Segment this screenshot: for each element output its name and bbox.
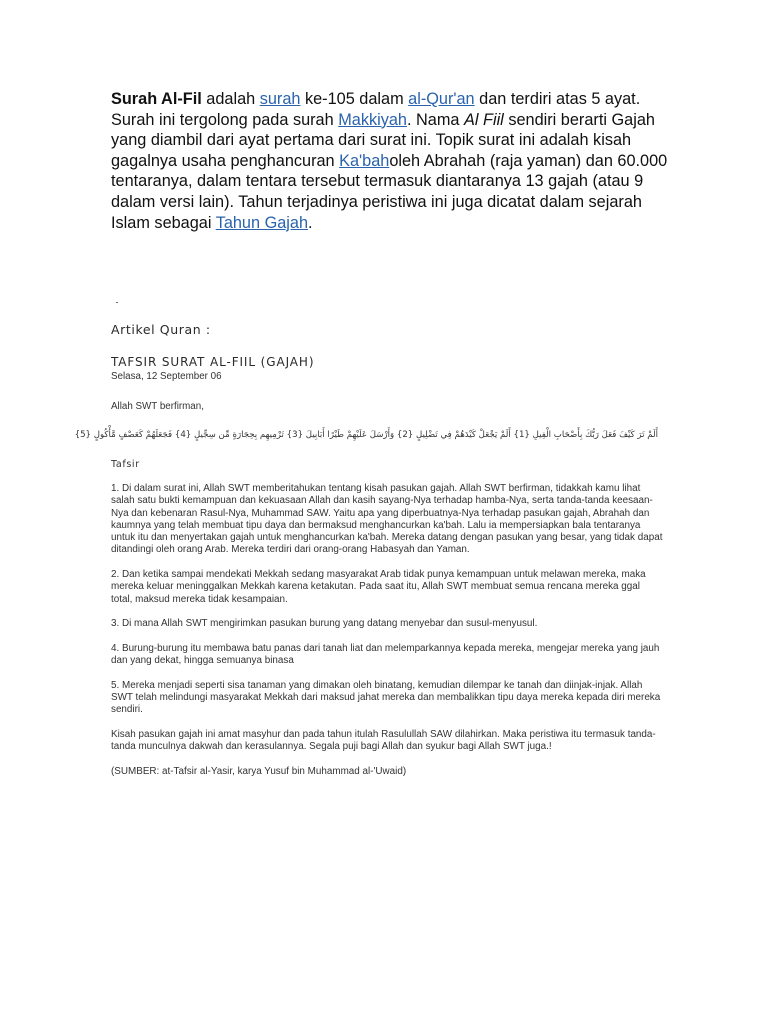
tafsir-body [111, 483, 663, 790]
article-date: Selasa, 12 September 06 [111, 371, 222, 382]
source-citation: (SUMBER: at-Tafsir al-Yasir, karya Yusuf bin Muhammad al-'Uwaid) [111, 765, 407, 777]
intro-paragraph [111, 89, 671, 233]
intro-text-7: . [308, 213, 313, 232]
tafsir-paragraph: 1. Di dalam surat ini, Allah SWT memberitahukan tentang kisah pasukan gajah. Allah SWT berfirman, tidakkah kamu lihat salah satu bukti kemampuan dan kekuasaan Allah dan kasih sayang-Nya terhadap hamba-Nya, serta tanda-tanda keesaan-Nya dan kebenaran Rasul-Nya, Muhammad SAW. Yaitu apa yang diperbuatnya-Nya terhadap pasukan gajah, Abrahah dan kaumnya yang telah membuat tipu daya dan bermaksud menghancurkan ka'bah. Lalu ia mempersiapkan bala tentaranya untuk itu dan menyertakan gajah untuk menghancurkan ka'bah. Mereka datang dengan pasukan yang besar, yang tidak dapat ditandingi oleh orang Arab. Mereka terdiri dari orang-orang Habasyah dan Yaman. [111, 483, 663, 556]
closing-paragraph: Kisah pasukan gajah ini amat masyhur dan pada tahun itulah Rasulullah SAW dilahirkan. Maka peristiwa itu termasuk tanda-tanda munculnya dakwah dan kerasulannya. Segala puji bagi Allah dan syukur bagi Allah SWT juga.! [111, 728, 656, 753]
intro-title: Surah Al-Fil [111, 90, 202, 108]
intro-al-fiil: Al Fiil [464, 110, 504, 129]
intro-text-2: ke-105 dalam [300, 90, 409, 108]
link-tahun-gajah[interactable]: Tahun Gajah [215, 213, 309, 232]
tafsir-paragraph: 5. Mereka menjadi seperti sisa tanaman yang dimakan oleh binatang, kemudian dilempar ke tanah dan diinjak-injak. Allah SWT telah melindungi masyarakat Mekkah dari maksud jahat mereka dan membalikkan tipu daya mereka kepada diri mereka sendiri. [111, 679, 661, 716]
intro-text-6: oleh Abrahah (raja yaman) dan 60.000 tentaranya, dalam tentara tersebut termasuk diantaranya 13 gajah (atau 9 dalam versi lain). Tahun terjadinya peristiwa ini juga dicatat dalam sejarah Islam sebagai [111, 151, 668, 232]
arabic-verse: أَلَمْ تَرَ كَيْفَ فَعَلَ رَبُّكَ بِأَصْحَابِ الْفِيلِ {1} أَلَمْ يَجْعَلْ كَيْدَهُمْ فِي تَضْلِيلٍ {2} وَأَرْسَلَ عَلَيْهِمْ طَيْرًا أَبَابِيلَ {3} تَرْمِيهِم بِحِجَارَةٍ مِّن سِجِّيلٍ {4} فَجَعَلَهُمْ كَعَصْفٍ مَّأْكُولٍ {5} [74, 430, 658, 440]
link-makkiyah[interactable]: Makkiyah [338, 110, 407, 129]
intro-text-1: adalah [201, 90, 260, 108]
tafsir-heading: Tafsir [111, 459, 140, 470]
opening-line: Allah SWT berfirman, [111, 401, 204, 412]
tafsir-paragraph: 4. Burung-burung itu membawa batu panas dari tanah liat dan melemparkannya kepada mereka, mengejar mereka yang jauh dan yang dekat, hingga semuanya binasa [111, 642, 660, 667]
link-surah[interactable]: surah [259, 90, 301, 108]
section-label: Artikel Quran : [111, 322, 211, 337]
small-marker-glyph: ـ [116, 297, 119, 305]
intro-text-3: dan terdiri atas 5 ayat. Surah ini tergolong pada surah [111, 90, 641, 129]
intro-text-5: sendiri berarti Gajah yang diambil dari ayat pertama dari surat ini. Topik surat ini adalah kisah gagalnya usaha penghancuran [111, 110, 655, 170]
link-kabah[interactable]: Ka'bah [339, 151, 390, 170]
intro-text-4: . Nama [406, 110, 464, 129]
link-al-quran[interactable]: al-Qur'an [408, 90, 475, 108]
tafsir-paragraph: 2. Dan ketika sampai mendekati Mekkah sedang masyarakat Arab tidak punya kemampuan untuk melawan mereka, maka mereka keluar meninggalkan Mekkah karena ketakutan. Pada saat itu, Allah SWT membuat semua rencana mereka ggal total, maksud mereka tidak kesampaian. [111, 569, 646, 605]
article-title: TAFSIR SURAT AL-FIIL (GAJAH) [111, 355, 315, 369]
tafsir-paragraph: 3. Di mana Allah SWT mengirimkan pasukan burung yang datang menyebar dan susul-menyusul. [111, 618, 538, 630]
